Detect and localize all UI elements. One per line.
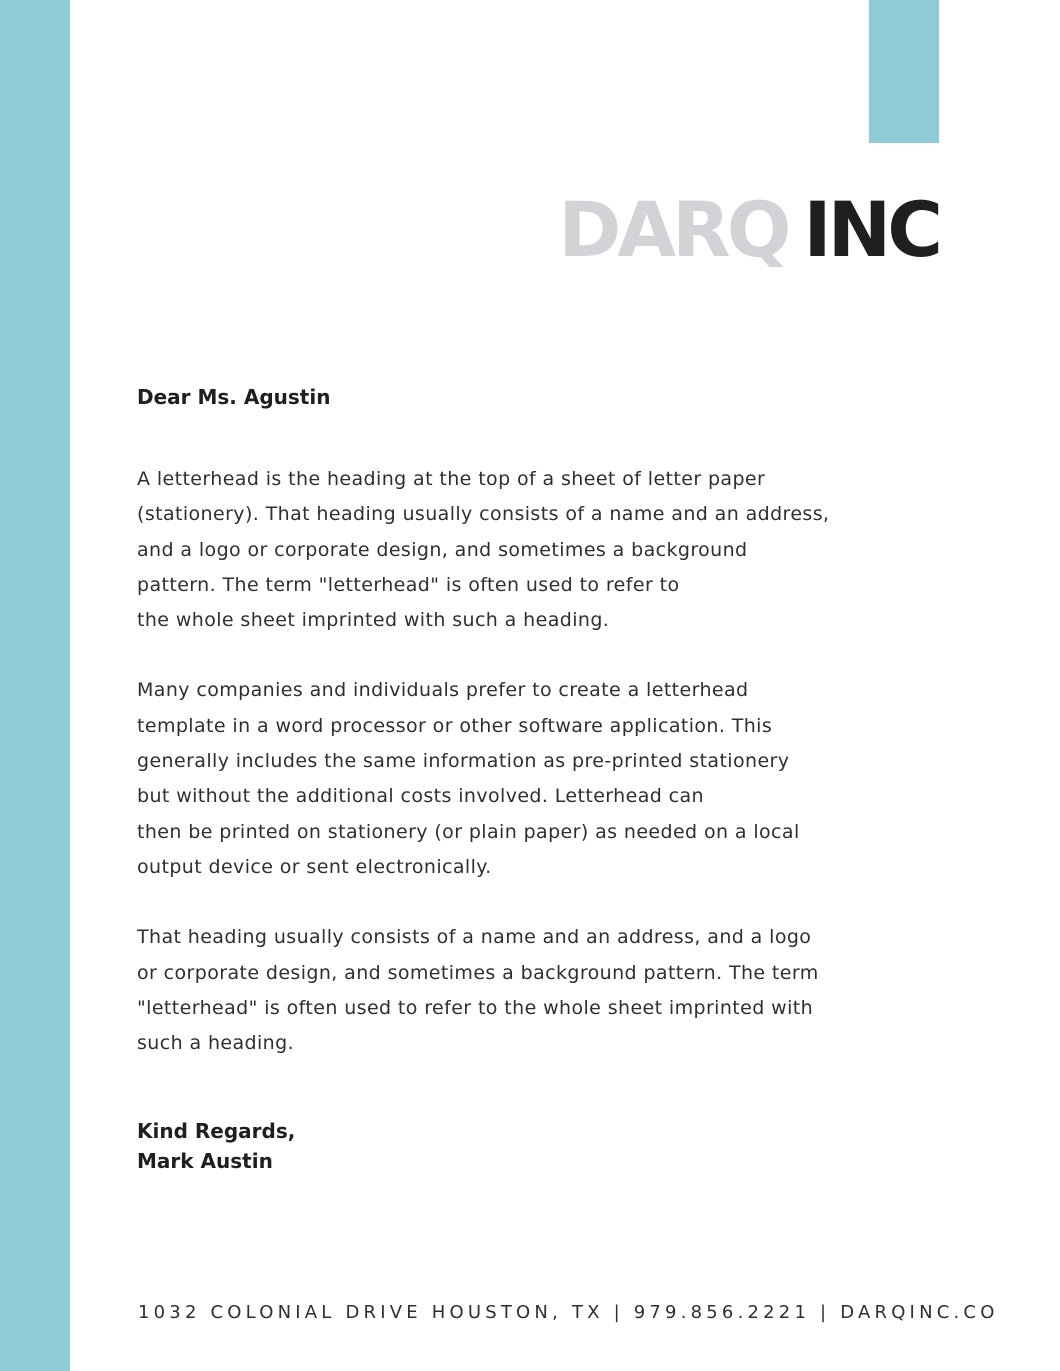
- paragraph-line: (stationery). That heading usually consists of a name and an address,: [137, 503, 830, 526]
- letter-body: [137, 462, 877, 1096]
- paragraph-line: and a logo or corporate design, and sometimes a background: [137, 538, 748, 561]
- letter-closing: [137, 1116, 295, 1176]
- paragraph-line: output device or sent electronically.: [137, 855, 492, 878]
- paragraph-line: pattern. The term "letterhead" is often used to refer to: [137, 573, 680, 596]
- top-accent-block: [869, 0, 939, 143]
- footer-contact: 1032 COLONIAL DRIVE HOUSTON, TX | 979.856.2221 | DARQINC.CO: [138, 1302, 999, 1323]
- paragraph-line: or corporate design, and sometimes a background pattern. The term: [137, 961, 819, 984]
- closing-salutation: Kind Regards,: [137, 1119, 296, 1143]
- logo-dark-text: INC: [803, 185, 939, 274]
- paragraph-line: such a heading.: [137, 1032, 295, 1055]
- paragraph-line: That heading usually consists of a name and an address, and a logo: [137, 926, 812, 949]
- paragraph-2: [137, 673, 877, 885]
- logo-light-text: DARQ: [558, 185, 788, 274]
- paragraph-line: generally includes the same information as pre-printed stationery: [137, 750, 790, 773]
- paragraph-line: then be printed on stationery (or plain paper) as needed on a local: [137, 820, 800, 843]
- paragraph-line: "letterhead" is often used to refer to the whole sheet imprinted with: [137, 996, 814, 1019]
- signer-name: Mark Austin: [137, 1149, 273, 1173]
- paragraph-1: [137, 462, 877, 638]
- paragraph-line: Many companies and individuals prefer to create a letterhead: [137, 679, 749, 702]
- left-accent-stripe: [0, 0, 70, 1371]
- paragraph-3: [137, 920, 877, 1061]
- paragraph-line: A letterhead is the heading at the top of a sheet of letter paper: [137, 468, 766, 490]
- paragraph-line: template in a word processor or other software application. This: [137, 714, 773, 737]
- company-logo: [558, 180, 939, 280]
- paragraph-line: but without the additional costs involved. Letterhead can: [137, 785, 704, 808]
- paragraph-line: the whole sheet imprinted with such a heading.: [137, 609, 610, 632]
- letter-greeting: Dear Ms. Agustin: [137, 385, 331, 409]
